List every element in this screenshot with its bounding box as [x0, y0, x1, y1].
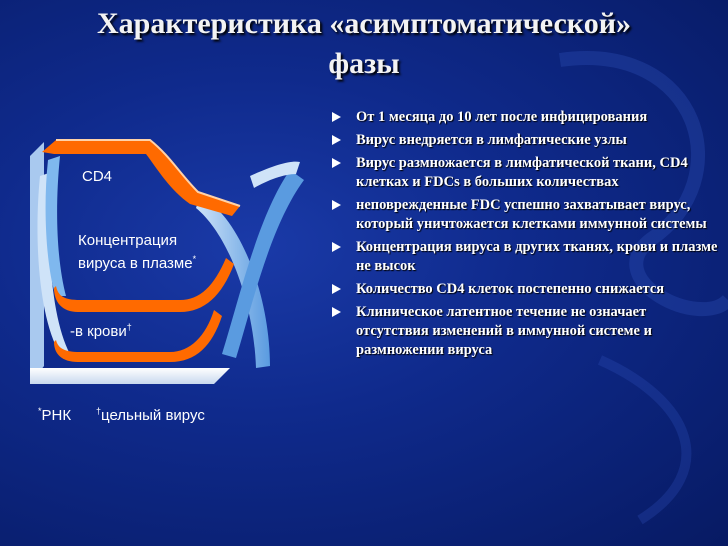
plasma-label-line2: вируса в плазме*	[78, 254, 197, 272]
bullet-arrow-icon	[332, 112, 341, 122]
bullet-item: Вирус внедряется в лимфатические узлы	[322, 131, 722, 150]
plasma-label	[78, 232, 196, 273]
bullet-arrow-icon	[332, 242, 341, 252]
bullet-item: Вирус размножается в лимфатической ткани, CD4 клетках и FDCs в больших количествах	[322, 154, 722, 192]
bullet-item: Клиническое латентное течение не означает отсутствия изменений в иммунной системе и размножении вируса	[322, 303, 722, 360]
bullet-item: Количество CD4 клеток постепенно снижается	[322, 280, 722, 299]
bullet-arrow-icon	[332, 284, 341, 294]
bullet-item: неповрежденные FDC успешно захватывает вирус, который уничтожается клетками иммунной системы	[322, 196, 722, 234]
cd4-label: CD4	[82, 168, 113, 185]
cd4-curve	[42, 140, 240, 216]
slide-title-line1: Характеристика «асимптоматической»	[97, 7, 631, 40]
plasma-label-line1: Концентрация	[78, 232, 178, 249]
blood-label-sup: †	[126, 322, 132, 332]
axis-base	[30, 368, 230, 384]
legend-whole-virus: †цельный вирус	[96, 406, 205, 424]
bullet-arrow-icon	[332, 135, 341, 145]
slide-title	[0, 4, 728, 84]
legend-rna: *РНК	[38, 406, 72, 424]
bullet-arrow-icon	[332, 307, 341, 317]
bullet-item: От 1 месяца до 10 лет после инфицирования	[322, 108, 722, 127]
plasma-label-sup: *	[192, 254, 197, 264]
bullet-item: Концентрация вируса в других тканях, крови и плазме не высок	[322, 238, 722, 276]
blood-label: -в крови†	[70, 322, 132, 340]
asymptomatic-phase-diagram	[0, 96, 320, 436]
bullet-arrow-icon	[332, 200, 341, 210]
bullet-list	[322, 108, 722, 364]
slide-title-line2: фазы	[328, 47, 400, 80]
bullet-arrow-icon	[332, 158, 341, 168]
